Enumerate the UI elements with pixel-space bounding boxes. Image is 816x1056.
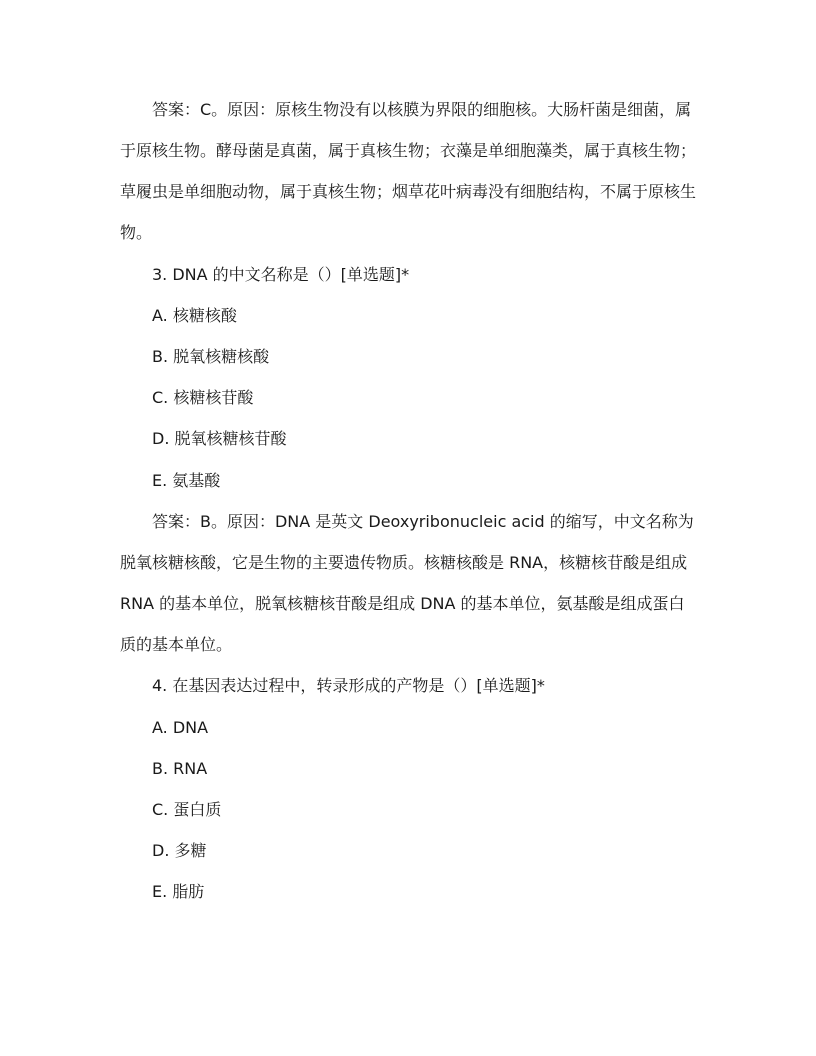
answer-q3-line-2: 脱氧核糖核酸，它是生物的主要遗传物质。核糖核酸是 RNA，核糖核苷酸是组成: [120, 553, 688, 572]
question-3-option-e[interactable]: E. 氨基酸: [152, 471, 221, 490]
answer-q2-line-3: 草履虫是单细胞动物，属于真核生物；烟草花叶病毒没有细胞结构，不属于原核生: [120, 182, 697, 201]
question-3-prompt: 3. DNA 的中文名称是（）[单选题]*: [152, 265, 410, 284]
question-4-option-b[interactable]: B. RNA: [152, 759, 208, 778]
question-4-prompt: 4. 在基因表达过程中，转录形成的产物是（）[单选题]*: [152, 676, 545, 695]
question-3-option-c[interactable]: C. 核糖核苷酸: [152, 388, 254, 407]
question-4-option-d[interactable]: D. 多糖: [152, 841, 207, 860]
answer-q2-line-4: 物。: [120, 223, 153, 242]
question-4-option-e[interactable]: E. 脂肪: [152, 882, 205, 901]
question-4-option-a[interactable]: A. DNA: [152, 718, 209, 737]
question-3-option-a[interactable]: A. 核糖核酸: [152, 306, 237, 325]
answer-q2-line-1: 答案：C。原因：原核生物没有以核膜为界限的细胞核。大肠杆菌是细菌，属: [152, 100, 692, 119]
answer-q3-line-4: 质的基本单位。: [120, 635, 233, 654]
question-4-option-c[interactable]: C. 蛋白质: [152, 800, 222, 819]
answer-q2-line-2: 于原核生物。酵母菌是真菌，属于真核生物；衣藻是单细胞藻类，属于真核生物；: [120, 141, 697, 160]
question-3-option-d[interactable]: D. 脱氧核糖核苷酸: [152, 429, 287, 448]
question-3-option-b[interactable]: B. 脱氧核糖核酸: [152, 347, 270, 366]
answer-q3-line-3: RNA 的基本单位，脱氧核糖核苷酸是组成 DNA 的基本单位，氨基酸是组成蛋白: [120, 594, 685, 613]
answer-q3-line-1: 答案：B。原因：DNA 是英文 Deoxyribonucleic acid 的缩写，中文名称为: [152, 512, 694, 531]
